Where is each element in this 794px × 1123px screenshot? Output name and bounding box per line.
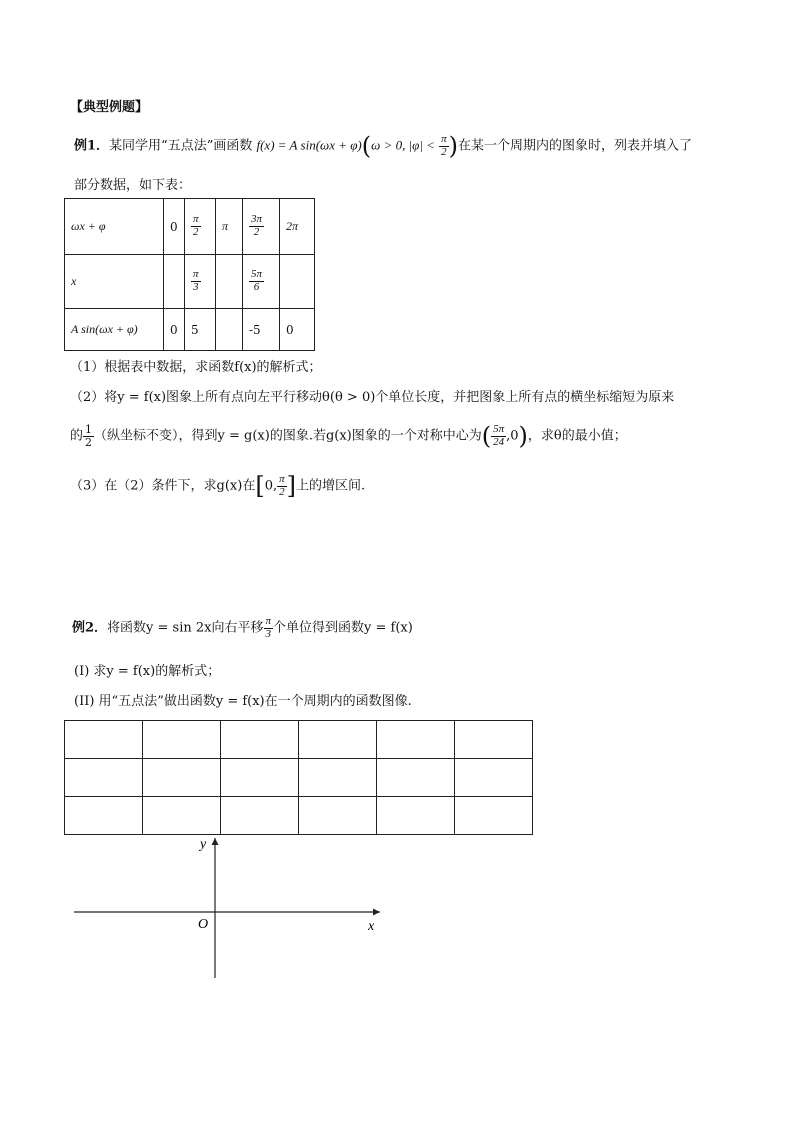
ex1-line1: 例1．某同学用“五点法”画函数 f(x) = A sin(ωx + φ)(ω > 0, |φ| < $\frac{\pi}{2}$ )在某一个周期内的图象时，列表并填入了 — [74, 132, 693, 160]
x-axis-label: x — [368, 919, 375, 934]
ex1-q2-line2: 的 $\frac{1}{2}$ （纵坐标不变），得到y = g(x)的图象.若g(x)图象的一个对称中心为( $\frac{5\pi}{24}$ ,0)，求θ的最小值； — [70, 422, 627, 450]
blank-cell — [143, 759, 221, 797]
blank-cell — [143, 797, 221, 835]
ex1-intro-b: 在某一个周期内的图象时，列表并填入了 — [458, 138, 693, 154]
ex1-q3: （3）在（2）条件下，求g(x)在[0, $\frac{\pi}{2}$ ]上的增区间. — [70, 472, 366, 500]
blank-cell — [221, 721, 299, 759]
text: （纵坐标不变），得到y = g(x)的图象.若g(x)图象的一个对称中心为 — [94, 428, 482, 444]
ex2-blank-table — [64, 720, 533, 835]
frac-num: 1 — [85, 422, 93, 436]
blank-cell — [65, 721, 143, 759]
blank-cell — [455, 721, 533, 759]
cell — [185, 255, 216, 309]
blank-cell — [65, 759, 143, 797]
row-label-x: x — [65, 255, 164, 309]
cell — [280, 255, 315, 309]
cell — [164, 255, 185, 309]
cell: 0 — [164, 199, 185, 255]
ex1-func: f(x) = A sin(ωx + φ) — [256, 137, 362, 153]
ex1-line2: 部分数据，如下表： — [74, 178, 192, 193]
ex1-label: 例1． — [74, 138, 110, 154]
ex1-table — [64, 198, 315, 351]
frac-den: 24 — [493, 435, 505, 448]
blank-cell — [143, 721, 221, 759]
ex2-q2: (II) 用“五点法”做出函数y = f(x)在一个周期内的函数图像. — [74, 694, 412, 709]
frac-num: 5π — [493, 422, 505, 435]
cell — [243, 199, 280, 255]
ex2-q1: (I) 求y = f(x)的解析式； — [74, 664, 221, 679]
ex1-cond-den: 2 — [441, 145, 447, 158]
blank-cell — [65, 797, 143, 835]
frac-num: π — [265, 615, 272, 627]
ex2-line1 — [72, 616, 413, 640]
blank-cell — [377, 797, 455, 835]
text: 0, — [264, 478, 278, 494]
cell: π — [216, 199, 243, 255]
cell-den: 2 — [253, 226, 260, 238]
cell-den: 6 — [253, 281, 260, 293]
text: 将函数y = sin 2x向右平移 — [107, 620, 264, 636]
cell — [243, 255, 280, 309]
blank-cell — [299, 797, 377, 835]
text: 个单位得到函数y = f(x) — [273, 620, 413, 636]
cell: 0 — [164, 309, 185, 351]
cell-num: π — [193, 268, 199, 281]
row-label-value: A sin(ωx + φ) — [65, 309, 164, 351]
blank-cell — [377, 721, 455, 759]
text: （3）在（2）条件下，求g(x)在 — [70, 478, 256, 494]
ex1-q2-line1: （2）将y = f(x)图象上所有点向左平行移动θ(θ > 0)个单位长度，并把图象上所有点的横坐标缩短为原来 — [70, 390, 675, 405]
ex1-q1: （1）根据表中数据，求函数f(x)的解析式； — [70, 360, 322, 375]
cell — [216, 255, 243, 309]
cell: 2π — [280, 199, 315, 255]
cell-num: 3π — [251, 213, 263, 226]
frac-den: 2 — [279, 485, 285, 498]
frac-num: π — [279, 472, 285, 485]
cell — [185, 199, 216, 255]
text: 的 — [70, 428, 84, 444]
blank-cell — [455, 797, 533, 835]
blank-cell — [455, 759, 533, 797]
coordinate-axes — [60, 830, 400, 990]
frac-den: 3 — [265, 627, 271, 640]
blank-cell — [377, 759, 455, 797]
cell: 5 — [185, 309, 216, 351]
ex1-intro-a: 某同学用“五点法”画函数 — [109, 138, 253, 154]
ex2-label: 例2． — [72, 620, 108, 636]
blank-cell — [221, 797, 299, 835]
cell — [216, 309, 243, 351]
cell: -5 — [243, 309, 280, 351]
cell-num: π — [193, 213, 199, 226]
ex1-cond-num: π — [441, 132, 447, 145]
ex1-cond: ω > 0, |φ| < — [371, 137, 435, 153]
cell: 0 — [280, 309, 315, 351]
cell-den: 3 — [193, 281, 199, 293]
text: ,0 — [506, 428, 519, 444]
y-axis-label: y — [200, 837, 207, 852]
cell-den: 2 — [193, 226, 199, 238]
text: ，求θ的最小值； — [527, 428, 627, 444]
blank-cell — [299, 721, 377, 759]
origin-label: O — [198, 917, 209, 932]
frac-den: 2 — [85, 435, 93, 449]
section-title: 【典型例题】 — [70, 100, 149, 115]
blank-cell — [221, 759, 299, 797]
cell-num: 5π — [251, 268, 263, 281]
text: 上的增区间. — [296, 478, 366, 494]
row-label-phase: ωx + φ — [65, 199, 164, 255]
blank-cell — [299, 759, 377, 797]
